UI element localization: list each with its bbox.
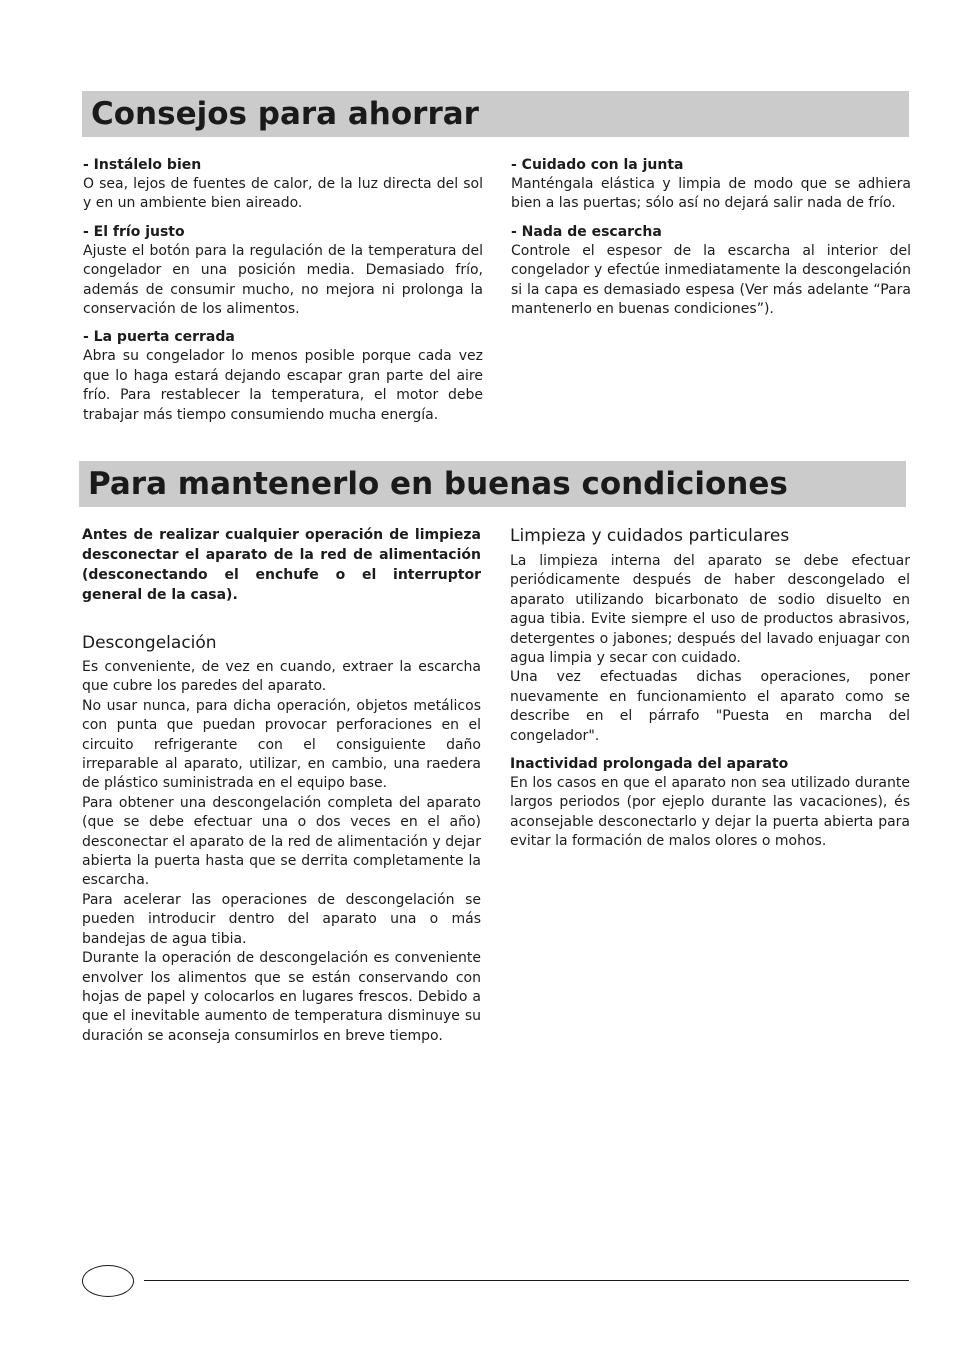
maintenance-left-column (82, 525, 481, 1046)
section-title-savings: Consejos para ahorrar (82, 91, 909, 137)
defrost-paragraph: Para acelerar las operaciones de descongelación se pueden introducir dentro del aparato una o más bandejas de agua tibia. (82, 891, 481, 947)
footer-rule (144, 1280, 909, 1281)
cleaning-paragraph: Una vez efectuadas dichas operaciones, poner nuevamente en funcionamiento el aparato como se describe en el párrafo "Puesta en marcha del congelador". (510, 669, 910, 744)
maintenance-right-column (510, 524, 910, 852)
page-number-oval (82, 1265, 134, 1297)
tip-body-frost: Controle el espesor de la escarcha al interior del congelador y efectúe inmediatamente la descongelación si la capa es demasiado espesa (Ver más adelante “Para mantenerlo en buenas condiciones”). (511, 242, 911, 318)
tip-body-seal: Manténgala elástica y limpia de modo que se adhiera bien a las puertas; sólo así no dejará salir nada de frío. (511, 176, 911, 212)
section-title-maintenance: Para mantenerlo en buenas condiciones (79, 461, 906, 507)
defrost-paragraph: Para obtener una descongelación completa del aparato (que se debe efectuar una o dos veces en el año) desconectar el aparato de la red de alimentación y dejar abierta la puerta hasta que se derrita completamente la escarcha. (82, 794, 481, 889)
defrost-paragraph: Es conveniente, de vez en cuando, extraer la escarcha que cubre los paredes del aparato. (82, 659, 481, 695)
tip-body-install: O sea, lejos de fuentes de calor, de la luz directa del sol y en un ambiente bien aireado. (83, 176, 483, 212)
savings-right-column (511, 155, 911, 319)
tip-heading-cold: - El frío justo (83, 223, 185, 240)
cleaning-paragraph: La limpieza interna del aparato se debe efectuar periódicamente después de haber descongelado el aparato utilizando bicarbonato de sodio disuelto en agua tibia. Evite siempre el uso de productos abrasivos, detergentes o jabones; después del lavado enjuagar con agua limpia y secar con cuidado. (510, 553, 910, 667)
savings-left-column (83, 155, 483, 425)
defrost-paragraph: Durante la operación de descongelación es conveniente envolver los alimentos que se están conservando con hojas de papel y colocarlos en lugares frescos. Debido a que el inevitable aumento de temperatura disminuye su duración se aconseja consumirlos en breve tiempo. (82, 950, 481, 1044)
tip-heading-frost: - Nada de escarcha (511, 223, 662, 240)
tip-heading-seal: - Cuidado con la junta (511, 157, 684, 173)
defrost-paragraph: No usar nunca, para dicha operación, objetos metálicos con punta que puedan provocar perforaciones en el circuito refrigerante con el consiguiente daño irreparable al aparato, utilizar, en cambio, una raedera de plástico suministrada en el equipo base. (82, 697, 481, 792)
defrost-heading: Descongelación (82, 633, 217, 653)
inactivity-heading: Inactividad prolongada del aparato (510, 756, 789, 773)
cleaning-heading: Limpieza y cuidados particulares (510, 526, 790, 546)
tip-body-cold: Ajuste el botón para la regulación de la temperatura del congelador en una posición media. Demasiado frío, además de consumir mucho, no mejora ni prolonga la conservación de los alimentos. (83, 242, 483, 318)
safety-warning: Antes de realizar cualquier operación de limpieza desconectar el aparato de la red de alimentación (desconectando el enchufe o el interruptor general de la casa). (82, 527, 481, 603)
tip-heading-door: - La puerta cerrada (83, 329, 235, 346)
tip-body-door: Abra su congelador lo menos posible porque cada vez que lo haga estará dejando escapar gran parte del aire frío. Para restablecer la temperatura, el motor debe trabajar más tiempo consumiendo mucha energía. (83, 348, 483, 423)
tip-heading-install: - Instálelo bien (83, 157, 202, 173)
inactivity-body: En los casos en que el aparato non sea utilizado durante largos periodos (por ejeplo durante las vacaciones), és aconsejable desconectarlo y dejar la puerta abierta para evitar la formación de malos olores o mohos. (510, 775, 910, 850)
